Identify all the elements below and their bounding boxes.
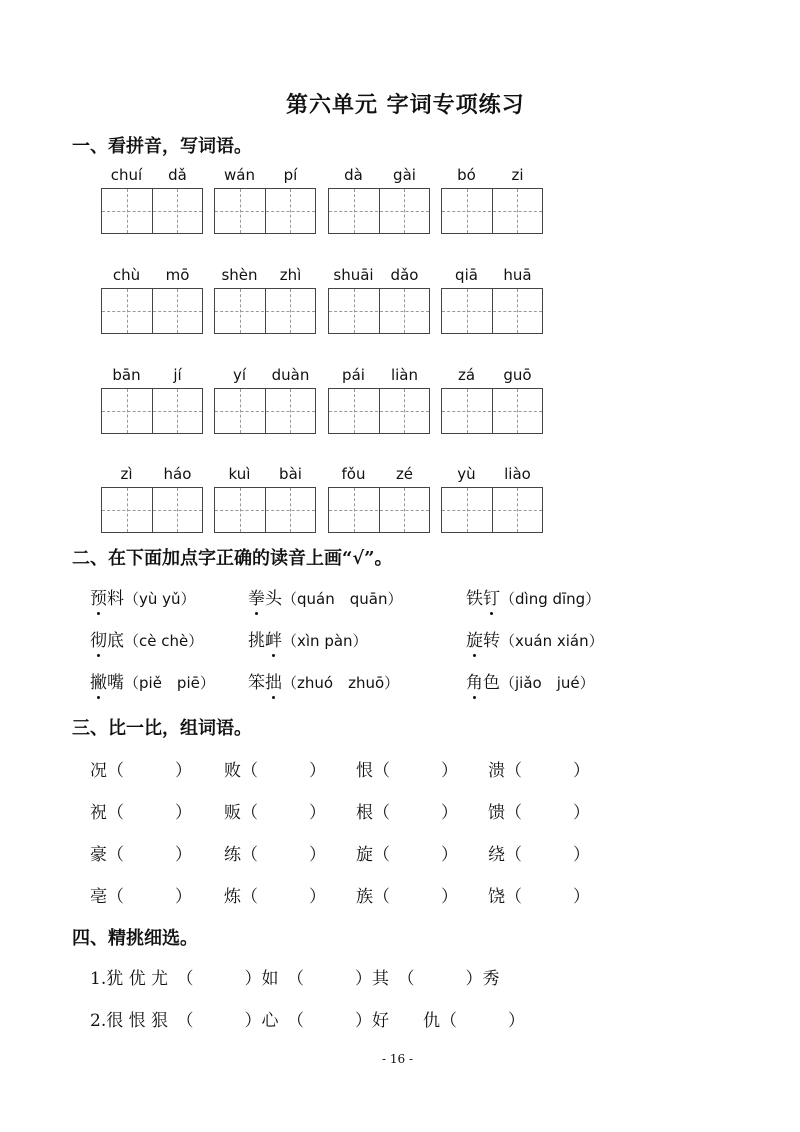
pinyin-options[interactable]: （cè chè）	[124, 632, 204, 650]
dotted-char: 角	[466, 673, 483, 693]
compare-word[interactable]: 炼（ ）	[224, 887, 326, 907]
pinyin-label: mō	[165, 266, 190, 284]
writing-grid-box[interactable]	[328, 487, 430, 533]
dotted-char: 钉	[483, 589, 500, 609]
word-char: 嘴	[107, 673, 124, 693]
pinyin-label: yí	[232, 366, 247, 384]
writing-grid-box[interactable]	[214, 288, 316, 334]
compare-word[interactable]: 族（ ）	[356, 887, 458, 907]
word-char: 挑	[248, 631, 265, 651]
pinyin-label: dà	[344, 166, 363, 184]
writing-grid-box[interactable]	[328, 188, 430, 234]
pinyin-label: liào	[504, 465, 531, 483]
writing-grid-box[interactable]	[441, 288, 543, 334]
writing-grid-box[interactable]	[441, 487, 543, 533]
pinyin-label: pái	[342, 366, 365, 384]
writing-grid-box[interactable]	[328, 288, 430, 334]
page-title: 第六单元 字词专项练习	[286, 92, 525, 118]
compare-word[interactable]: 况（ ）	[90, 761, 192, 781]
pinyin-label: jí	[173, 366, 182, 384]
emphasis-dot-icon	[473, 696, 476, 699]
pronunciation-item	[248, 626, 368, 651]
writing-grid-box[interactable]	[214, 388, 316, 434]
pinyin-label: bān	[112, 366, 141, 384]
emphasis-dot-icon	[272, 654, 275, 657]
compare-word[interactable]: 恨（ ）	[356, 761, 458, 781]
compare-word[interactable]: 馈（ ）	[488, 803, 590, 823]
pinyin-options[interactable]: （xìn pàn）	[282, 632, 368, 650]
word-char: 转	[483, 631, 500, 651]
pinyin-label: zhì	[279, 266, 302, 284]
pinyin-label: háo	[163, 465, 192, 483]
pinyin-label: shuāi	[333, 266, 374, 284]
dotted-char: 拳	[248, 589, 265, 609]
pinyin-label: kuì	[228, 465, 251, 483]
pinyin-label: wán	[224, 166, 255, 184]
pinyin-label: qiā	[455, 266, 478, 284]
dotted-char: 撇	[90, 673, 107, 693]
section-1-heading: 一、看拼音，写词语。	[72, 136, 252, 157]
word-char: 头	[265, 589, 282, 609]
dotted-char: 预	[90, 589, 107, 609]
section-3-heading: 三、比一比，组词语。	[72, 718, 252, 739]
choice-line-2: 2.很 恨 狠 （ ）心 （ ）好 仇（ ）	[90, 1011, 526, 1031]
compare-word[interactable]: 祝（ ）	[90, 803, 192, 823]
emphasis-dot-icon	[272, 696, 275, 699]
pronunciation-item	[90, 626, 203, 651]
choice-line-1: 1.犹 优 尤 （ ）如 （ ）其 （ ）秀	[90, 969, 500, 989]
pronunciation-item	[466, 626, 604, 651]
writing-grid-box[interactable]	[328, 388, 430, 434]
compare-word[interactable]: 亳（ ）	[90, 887, 192, 907]
emphasis-dot-icon	[97, 696, 100, 699]
emphasis-dot-icon	[97, 612, 100, 615]
dotted-char: 拙	[265, 673, 282, 693]
writing-grid-box[interactable]	[214, 487, 316, 533]
pinyin-label: guō	[503, 366, 532, 384]
pinyin-label: yù	[457, 465, 476, 483]
dotted-char: 彻	[90, 631, 107, 651]
writing-grid-box[interactable]	[441, 388, 543, 434]
emphasis-dot-icon	[473, 654, 476, 657]
pinyin-label: shèn	[221, 266, 258, 284]
pinyin-label: bó	[457, 166, 476, 184]
pinyin-label: pí	[283, 166, 298, 184]
pinyin-options[interactable]: （xuán xián）	[500, 632, 604, 650]
compare-word[interactable]: 败（ ）	[224, 761, 326, 781]
writing-grid-box[interactable]	[101, 388, 203, 434]
pinyin-options[interactable]: （yù yǔ）	[124, 590, 196, 608]
emphasis-dot-icon	[97, 654, 100, 657]
pinyin-label: gài	[393, 166, 416, 184]
pinyin-label: zì	[120, 465, 133, 483]
pinyin-label: bài	[279, 465, 302, 483]
compare-word[interactable]: 旋（ ）	[356, 845, 458, 865]
compare-word[interactable]: 豪（ ）	[90, 845, 192, 865]
pinyin-options[interactable]: （jiǎo jué）	[500, 674, 595, 692]
pinyin-label: dǎo	[390, 266, 419, 284]
pinyin-label: huā	[503, 266, 532, 284]
writing-grid-box[interactable]	[101, 188, 203, 234]
pinyin-options[interactable]: （dìng dīng）	[500, 590, 601, 608]
emphasis-dot-icon	[490, 612, 493, 615]
pronunciation-item	[248, 668, 399, 693]
pinyin-label: chù	[112, 266, 141, 284]
pronunciation-item	[466, 668, 595, 693]
writing-grid-box[interactable]	[214, 188, 316, 234]
pinyin-label: duàn	[271, 366, 310, 384]
compare-word[interactable]: 饶（ ）	[488, 887, 590, 907]
writing-grid-box[interactable]	[101, 288, 203, 334]
writing-grid-box[interactable]	[101, 487, 203, 533]
emphasis-dot-icon	[255, 612, 258, 615]
pinyin-options[interactable]: （quán quān）	[282, 590, 403, 608]
pronunciation-item	[248, 584, 402, 609]
word-char: 底	[107, 631, 124, 651]
pinyin-options[interactable]: （piě piē）	[124, 674, 215, 692]
section-4-heading: 四、精挑细选。	[72, 928, 198, 949]
compare-word[interactable]: 练（ ）	[224, 845, 326, 865]
word-char: 色	[483, 673, 500, 693]
dotted-char: 衅	[265, 631, 282, 651]
pinyin-label: fǒu	[341, 465, 366, 483]
compare-word[interactable]: 根（ ）	[356, 803, 458, 823]
page-number: - 16 -	[382, 1052, 414, 1066]
section-2-heading: 二、在下面加点字正确的读音上画“√”。	[72, 548, 393, 569]
compare-word[interactable]: 贩（ ）	[224, 803, 326, 823]
word-char: 笨	[248, 673, 265, 693]
word-char: 料	[107, 589, 124, 609]
pronunciation-item	[90, 584, 196, 609]
pronunciation-item	[90, 668, 215, 693]
pinyin-options[interactable]: （zhuó zhuō）	[282, 674, 400, 692]
pinyin-label: chuí	[110, 166, 143, 184]
pinyin-label: zé	[395, 465, 414, 483]
pinyin-label: dǎ	[168, 166, 187, 184]
dotted-char: 旋	[466, 631, 483, 651]
compare-word[interactable]: 溃（ ）	[488, 761, 590, 781]
pinyin-label: zá	[457, 366, 476, 384]
word-char: 铁	[466, 589, 483, 609]
writing-grid-box[interactable]	[441, 188, 543, 234]
pronunciation-item	[466, 584, 600, 609]
pinyin-label: liàn	[390, 366, 419, 384]
pinyin-label: zi	[511, 166, 524, 184]
compare-word[interactable]: 绕（ ）	[488, 845, 590, 865]
